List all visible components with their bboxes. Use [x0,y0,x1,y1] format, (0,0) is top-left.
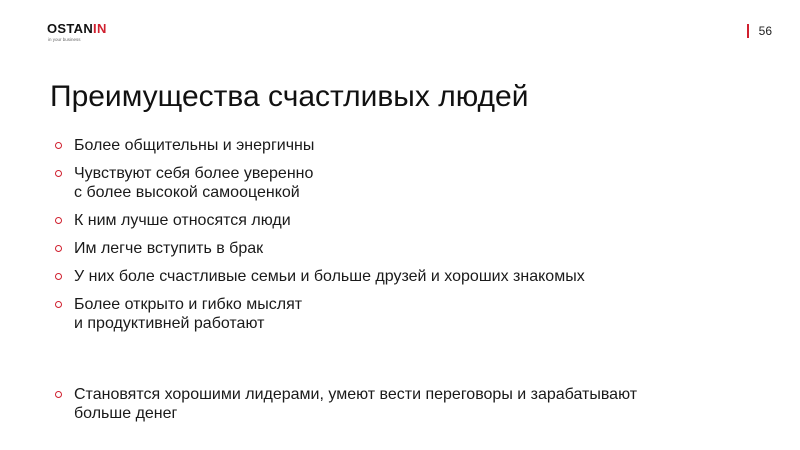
bullet-circle-icon [55,245,62,252]
bullet-circle-icon [55,301,62,308]
bullet-circle-icon [55,391,62,398]
bullet-item [55,295,775,333]
bullet-list [55,136,775,432]
bullet-text: Становятся хорошими лидерами, умеют вести переговоры и зарабатывают больше денег [74,386,638,422]
page-number-divider [747,24,749,38]
bullet-item [55,239,775,258]
bullet-text: Более открыто и гибко мыслят и продуктивней работают [74,296,303,332]
company-logo [47,22,107,43]
bullet-circle-icon [55,170,62,177]
bullet-item [55,267,775,286]
bullet-text: У них боле счастливые семьи и больше друзей и хороших знакомых [74,268,585,285]
bullet-text: К ним лучше относятся люди [74,212,291,229]
logo-main-text: OSTAN [47,21,94,36]
bullet-item [55,164,775,202]
page-number [747,24,772,38]
logo-accent-text: IN [93,21,107,36]
logo-tagline: in your business [48,37,81,42]
bullet-circle-icon [55,142,62,149]
page-number-text: 56 [758,24,772,38]
bullet-text: Чувствуют себя более уверенно с более высокой самооценкой [74,165,314,201]
bullet-item [55,136,775,155]
bullet-item [55,385,775,423]
bullet-circle-icon [55,217,62,224]
slide-title: Преимущества счастливых людей [50,80,529,113]
bullet-text: Более общительны и энергичны [74,137,315,154]
bullet-circle-icon [55,273,62,280]
logo-wordmark [47,22,107,36]
bullet-text: Им легче вступить в брак [74,240,264,257]
bullet-item [55,211,775,230]
